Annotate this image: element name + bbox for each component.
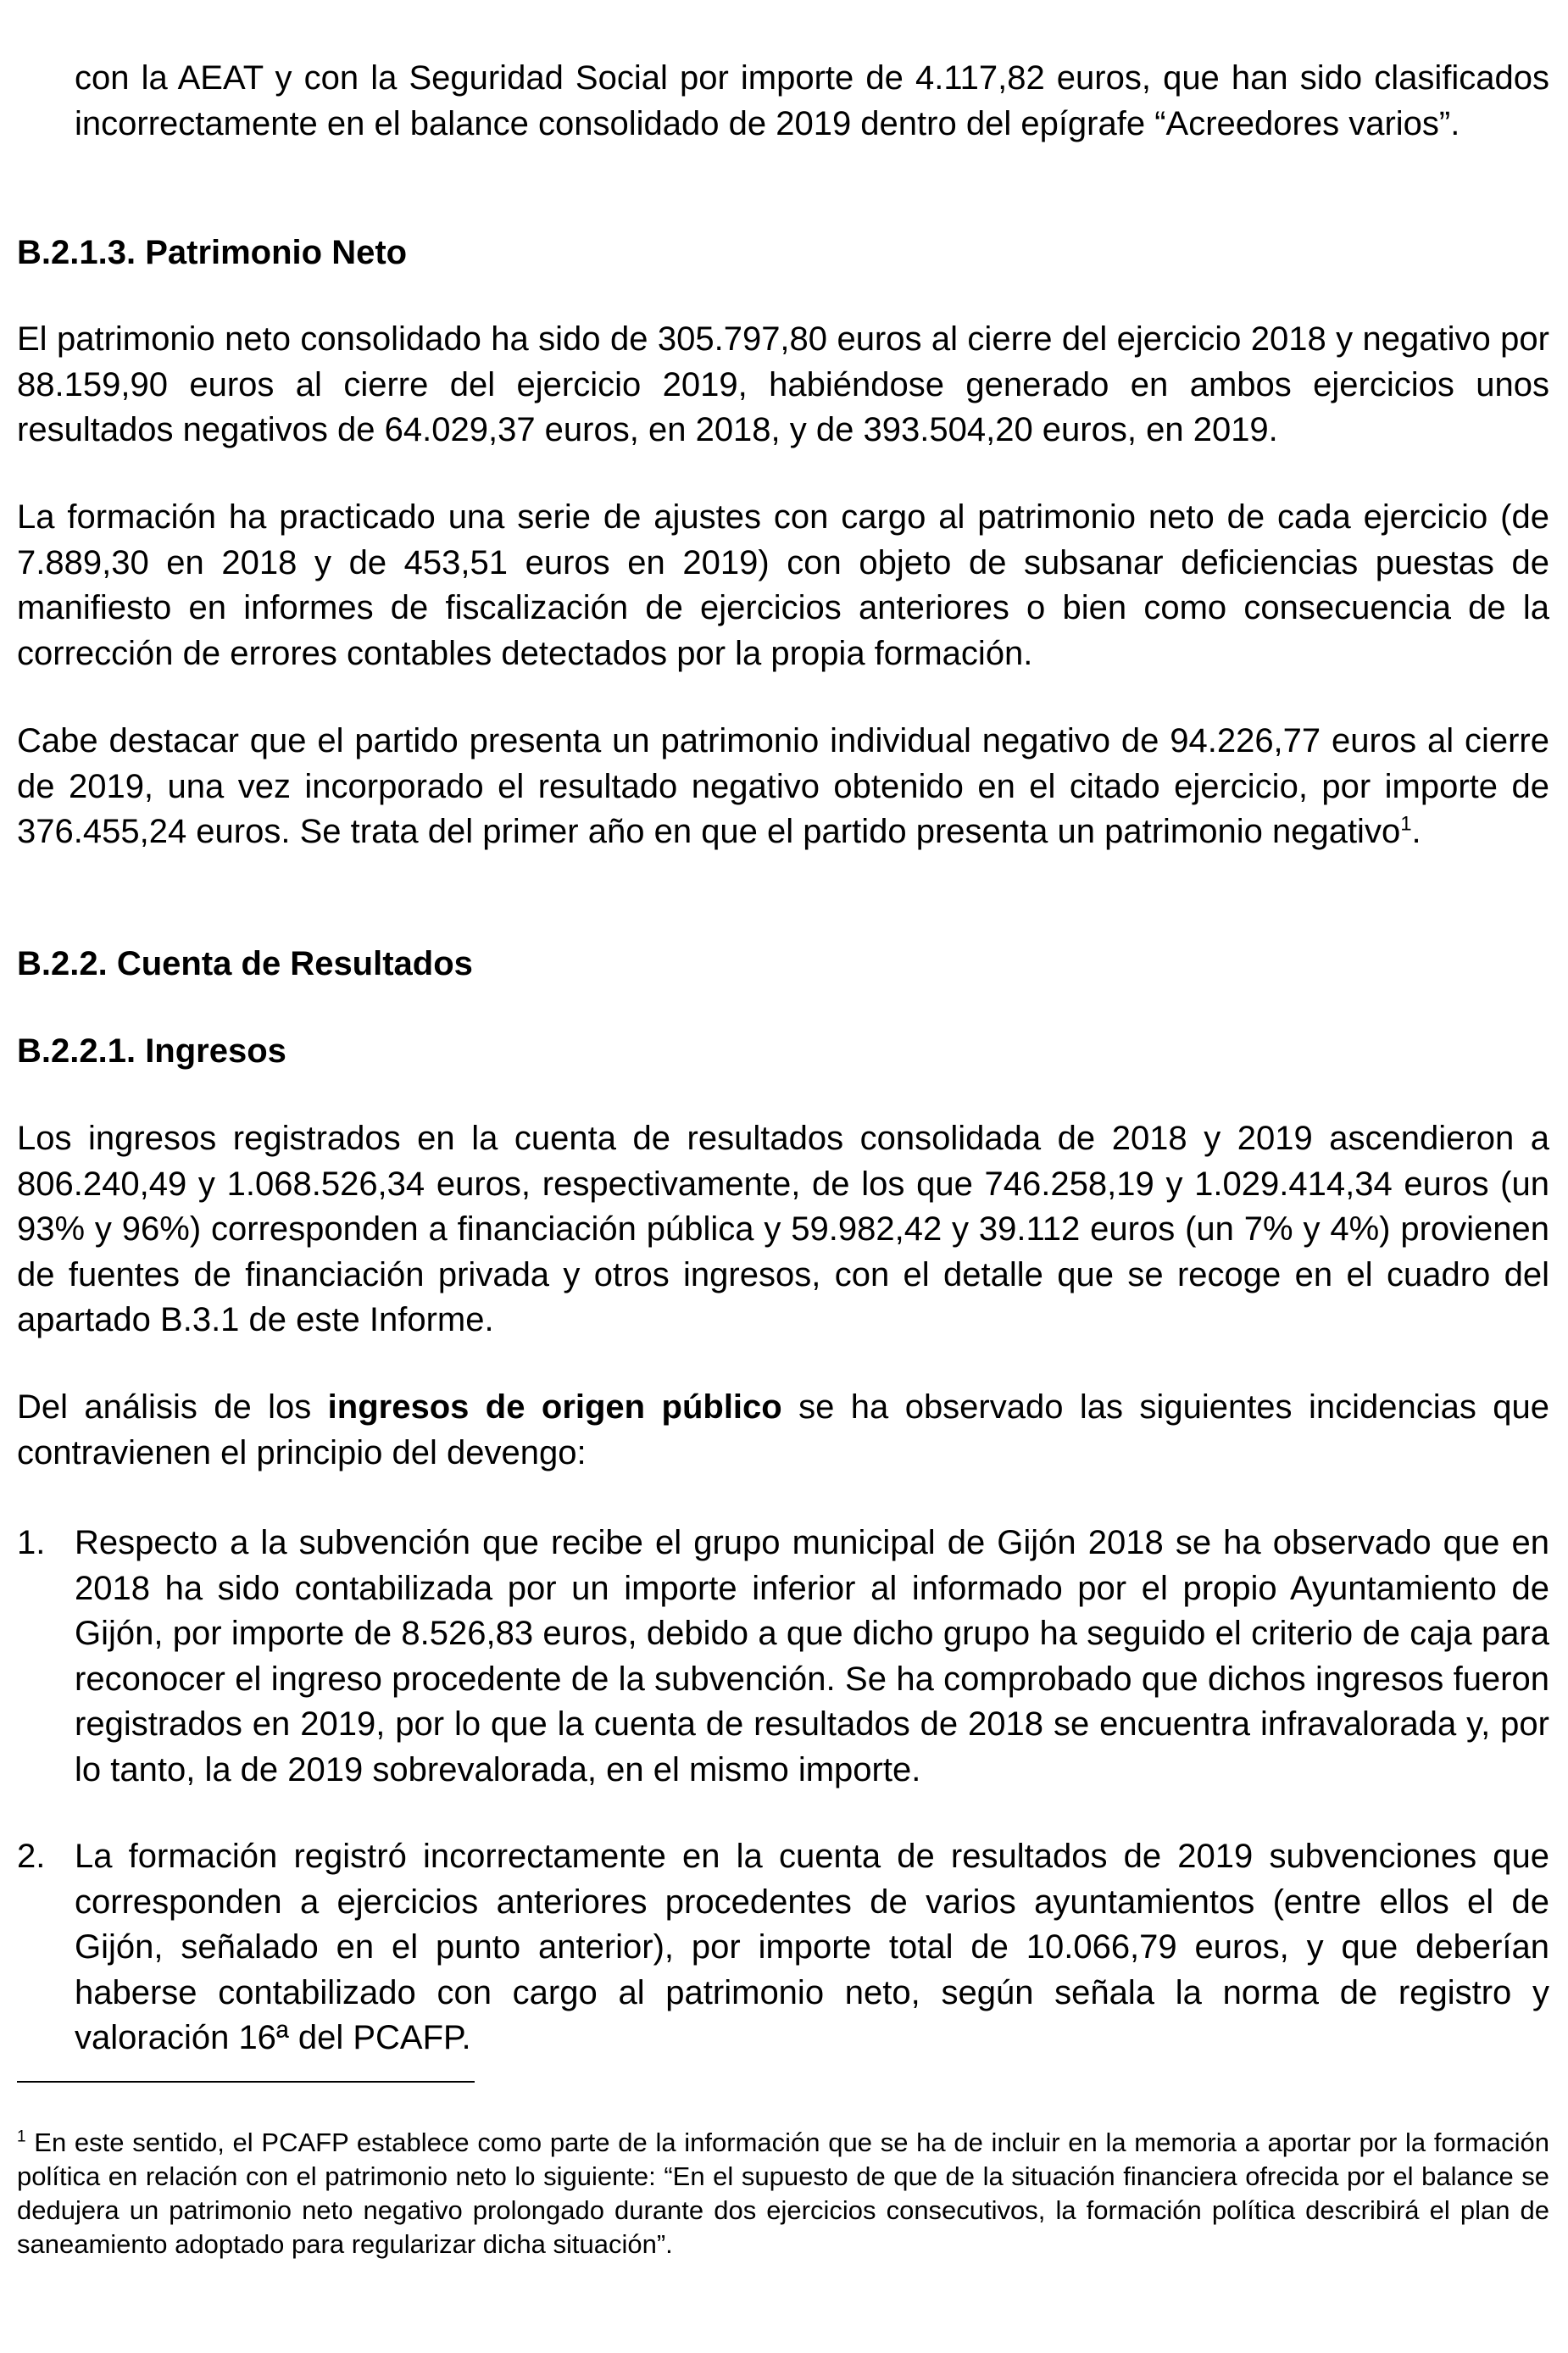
list-item-text: Respecto a la subvención que recibe el grupo municipal de Gijón 2018 se ha observado que en 2018 ha sido contabilizada por un importe inferior al informado por el propio Ayuntamiento de Gijón, por importe de 8.526,83 euros, debido a que dicho grupo ha seguido el criterio de caja para reconocer el ingreso procedente de la subvención. Se ha comprobado que dichos ingresos fueron registrados en 2019, por lo que la cuenta de resultados de 2018 se encuentra infravalorada y, por lo tanto, la de 2019 sobrevalorada, en el mismo importe. bbox=[75, 1524, 1549, 1788]
patrimonio-paragraph-2: La formación ha practicado una serie de ajustes con cargo al patrimonio neto de cada ejercicio (de 7.889,30 en 2018 y de 453,51 euros en 2019) con objeto de subsanar deficiencias puestas de manifiesto en informes de fiscalización de ejercicios anteriores o bien como consecuencia de la corrección de errores contables detectados por la propia formación. bbox=[17, 498, 1549, 672]
ingresos-paragraph-2 bbox=[17, 1385, 1549, 1476]
patrimonio-paragraph-3-end: . bbox=[1411, 813, 1421, 850]
footnote bbox=[17, 2126, 1549, 2261]
list-item-number: 2. bbox=[17, 1838, 46, 1875]
footnote-reference[interactable]: 1 bbox=[1400, 812, 1412, 836]
list-item-number: 1. bbox=[17, 1524, 46, 1561]
intro-paragraph: con la AEAT y con la Seguridad Social por importe de 4.117,82 euros, que han sido clasificados incorrectamente en el balance consolidado de 2019 dentro del epígrafe “Acreedores varios”. bbox=[75, 59, 1549, 142]
heading-patrimonio-neto: B.2.1.3. Patrimonio Neto bbox=[17, 234, 408, 271]
footnote-separator bbox=[17, 2081, 475, 2083]
ingresos-paragraph-2-post: se ha observado las siguientes incidencias que contravienen el principio del devengo: bbox=[17, 1388, 1549, 1471]
footnote-number: 1 bbox=[17, 2128, 26, 2146]
heading-ingresos: B.2.2.1. Ingresos bbox=[17, 1032, 286, 1070]
list-item-text: La formación registró incorrectamente en la cuenta de resultados de 2019 subvenciones que corresponden a ejercicios anteriores procedentes de varios ayuntamientos (entre ellos el de Gijón, señalado en el punto anterior), por importe total de 10.066,79 euros, y que deberían haberse contabilizado con cargo al patrimonio neto, según señala la norma de registro y valoración 16ª del PCAFP. bbox=[75, 1838, 1549, 2056]
patrimonio-paragraph-3-text: Cabe destacar que el partido presenta un patrimonio individual negativo de 94.226,77 euros al cierre de 2019, una vez incorporado el resultado negativo obtenido en el citado ejercicio, por importe de 376.455,24 euros. Se trata del primer año en que el partido presenta un patrimonio negativo bbox=[17, 722, 1549, 850]
heading-cuenta-resultados: B.2.2. Cuenta de Resultados bbox=[17, 945, 473, 982]
patrimonio-paragraph-1: El patrimonio neto consolidado ha sido de 305.797,80 euros al cierre del ejercicio 2018 y negativo por 88.159,90 euros al cierre del ejercicio 2019, habiéndose generado en ambos ejercicios unos resultados negativos de 64.029,37 euros, en 2018, y de 393.504,20 euros, en 2019. bbox=[17, 320, 1549, 448]
ingresos-paragraph-2-bold: ingresos de origen público bbox=[327, 1388, 782, 1426]
ingresos-paragraph-1: Los ingresos registrados en la cuenta de resultados consolidada de 2018 y 2019 ascendieron a 806.240,49 y 1.068.526,34 euros, respectivamente, de los que 746.258,19 y 1.029.414,34 euros (un 93% y 96%) corresponden a financiación pública y 59.982,42 y 39.112 euros (un 7% y 4%) provienen de fuentes de financiación privada y otros ingresos, con el detalle que se recoge en el cuadro del apartado B.3.1 de este Informe. bbox=[17, 1120, 1549, 1338]
ingresos-paragraph-2-pre: Del análisis de los bbox=[17, 1388, 328, 1426]
footnote-text: En este sentido, el PCAFP establece como parte de la información que se ha de incluir en la memoria a aportar por la formación política en relación con el patrimonio neto lo siguiente: “En el supuesto de que de la situación financiera ofrecida por el balance se dedujera un patrimonio neto negativo prolongado durante dos ejercicios consecutivos, la formación política describirá el plan de saneamiento adoptado para regularizar dicha situación”. bbox=[17, 2128, 1549, 2259]
patrimonio-paragraph-3 bbox=[17, 719, 1549, 855]
